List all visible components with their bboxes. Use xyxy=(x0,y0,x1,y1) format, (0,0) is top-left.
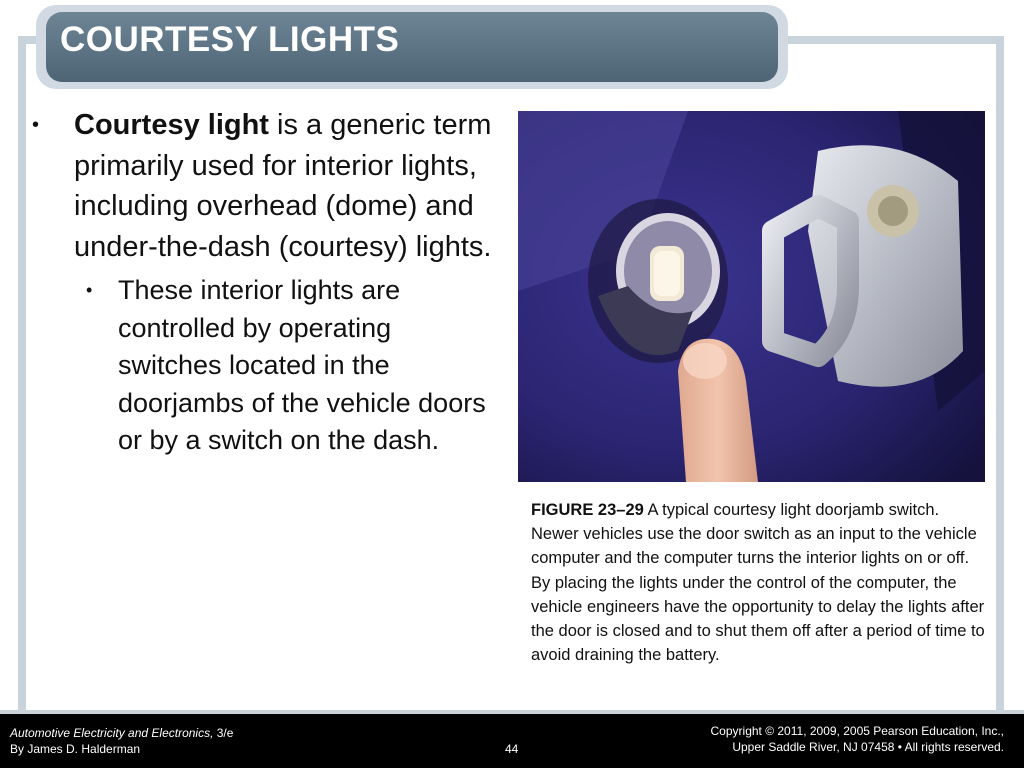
slide-title: COURTESY LIGHTS xyxy=(60,20,400,59)
author-line: By James D. Halderman xyxy=(10,742,141,756)
doorjamb-switch-photo xyxy=(518,111,985,482)
figure-label: FIGURE 23–29 xyxy=(531,501,644,519)
figure-caption xyxy=(531,498,987,667)
bullet-item-level2 xyxy=(32,272,502,460)
sub-bullet-marker: • xyxy=(86,280,93,300)
page-number: 44 xyxy=(505,742,519,756)
book-edition: 3/e xyxy=(213,726,234,740)
figure-caption-text: A typical courtesy light doorjamb switch. Newer vehicles use the door switch as an input to the vehicle computer and the computer turns the interior lights on or off. By placing the lights under the control of the computer, the vehicle engineers have the opportunity to delay the lights after the door is closed and to shut them off after a period of time to avoid draining the battery. xyxy=(531,501,985,665)
footer-bar xyxy=(0,714,1024,768)
bullet-list xyxy=(32,105,502,460)
slide-frame-left xyxy=(18,36,26,726)
slide-frame-right xyxy=(996,36,1004,726)
doorjamb-switch-illustration xyxy=(518,111,985,482)
sub-bullet-text: These interior lights are controlled by operating switches located in the doorjambs of the vehicle doors or by a switch on the dash. xyxy=(118,275,486,455)
book-title: Automotive Electricity and Electronics, xyxy=(10,726,214,740)
address-line: Upper Saddle River, NJ 07458 • All rights reserved. xyxy=(732,740,1004,754)
book-title-line xyxy=(10,726,233,740)
bullet-item-level1 xyxy=(32,105,502,267)
copyright-line: Copyright © 2011, 2009, 2005 Pearson Education, Inc., xyxy=(710,724,1004,738)
bullet-text: is a generic term primarily used for interior lights, including overhead (dome) and under-the-dash (courtesy) lights. xyxy=(74,109,492,263)
bullet-term: Courtesy light xyxy=(74,109,269,141)
bullet-marker: • xyxy=(32,114,40,136)
